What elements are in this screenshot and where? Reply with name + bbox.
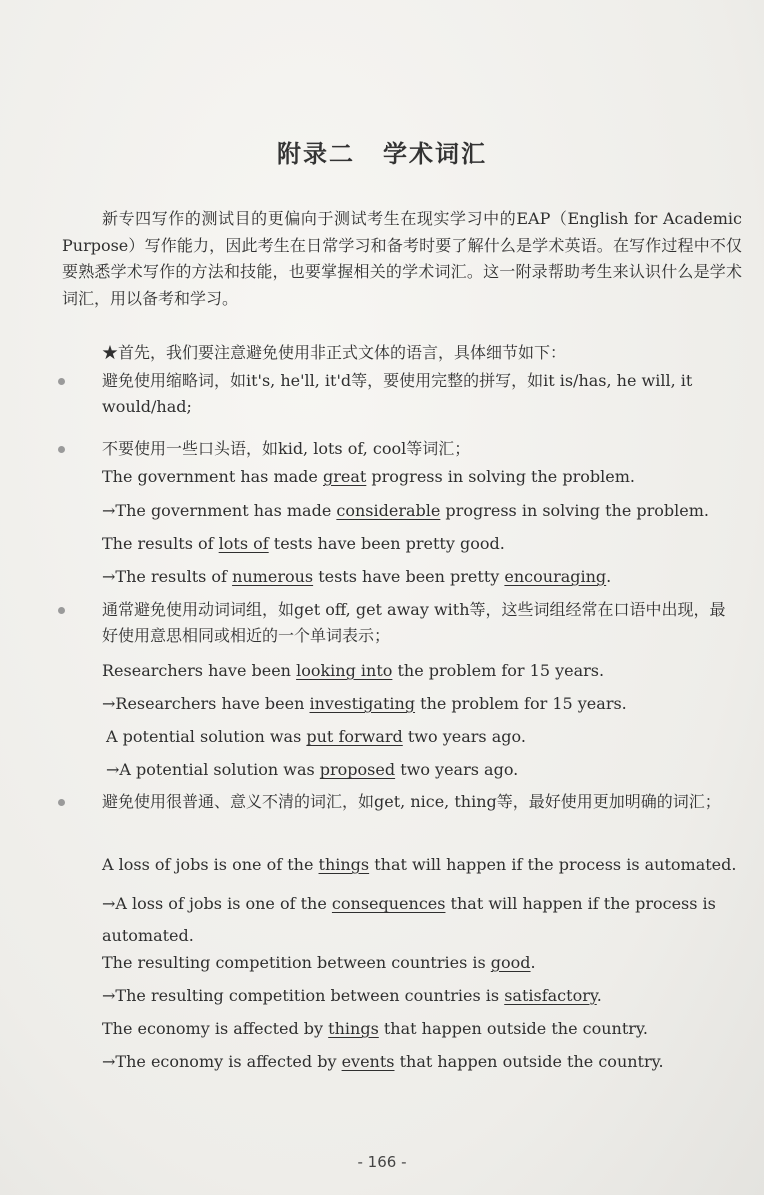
bullet-item: 通常避免使用动词词组，如get off, get away with等，这些词组经常在口语中出现，最好使用意思相同或相近的一个单词表示；	[102, 600, 726, 645]
page-number: - 166 -	[357, 1153, 407, 1171]
example-revised: →The government has made considerable progress in solving the problem.	[102, 501, 709, 520]
example-sentence: The government has made great progress in solving the problem.	[102, 467, 635, 486]
bullet-dot	[58, 446, 65, 453]
bullet-item: 避免使用缩略词，如it's, he'll, it'd等，要使用完整的拼写，如it is/has, he will, it would/had;	[102, 371, 693, 416]
example-revised: →A loss of jobs is one of the consequences that will happen if the process is automated.	[102, 894, 716, 945]
example-sentence: The resulting competition between countries is good.	[102, 953, 536, 972]
example-sentence: Researchers have been looking into the problem for 15 years.	[102, 661, 605, 680]
example-revised: →Researchers have been investigating the problem for 15 years.	[102, 694, 627, 713]
star-note: ★首先，我们要注意避免使用非正式文体的语言，具体细节如下：	[102, 343, 567, 362]
example-sentence: The results of lots of tests have been pretty good.	[102, 534, 505, 553]
example-revised: →The resulting competition between countries is satisfactory.	[102, 986, 602, 1005]
bullet-dot	[58, 607, 65, 614]
example-revised: →A potential solution was proposed two years ago.	[106, 760, 519, 779]
bullet-item: 避免使用很普通、意义不清的词汇，如get, nice, thing等，最好使用更加明确的词汇；	[102, 792, 721, 811]
example-sentence: The economy is affected by things that happen outside the country.	[102, 1019, 648, 1038]
example-revised: →The economy is affected by events that happen outside the country.	[102, 1052, 664, 1071]
example-revised: →The results of numerous tests have been pretty encouraging.	[102, 567, 612, 586]
bullet-dot	[58, 378, 65, 385]
title-part-topic: 学术词汇	[383, 140, 487, 168]
bullet-dot	[58, 799, 65, 806]
title-part-appendix: 附录二	[277, 140, 355, 168]
example-sentence: A potential solution was put forward two years ago.	[106, 727, 526, 746]
page-title	[0, 134, 764, 169]
intro-paragraph: 新专四写作的测试目的更偏向于测试考生在现实学习中的EAP（English for Academic Purpose）写作能力，因此考生在日常学习和备考时要了解什么是学术英语。在写作过程中不仅要熟悉学术写作的方法和技能，也要掌握相关的学术词汇。这一附录帮助考生来认识什么是学术词汇，用以备考和学习。	[62, 209, 742, 308]
example-sentence: A loss of jobs is one of the things that will happen if the process is automated.	[102, 855, 737, 874]
bullet-item: 不要使用一些口头语，如kid, lots of, cool等词汇；	[102, 439, 471, 458]
